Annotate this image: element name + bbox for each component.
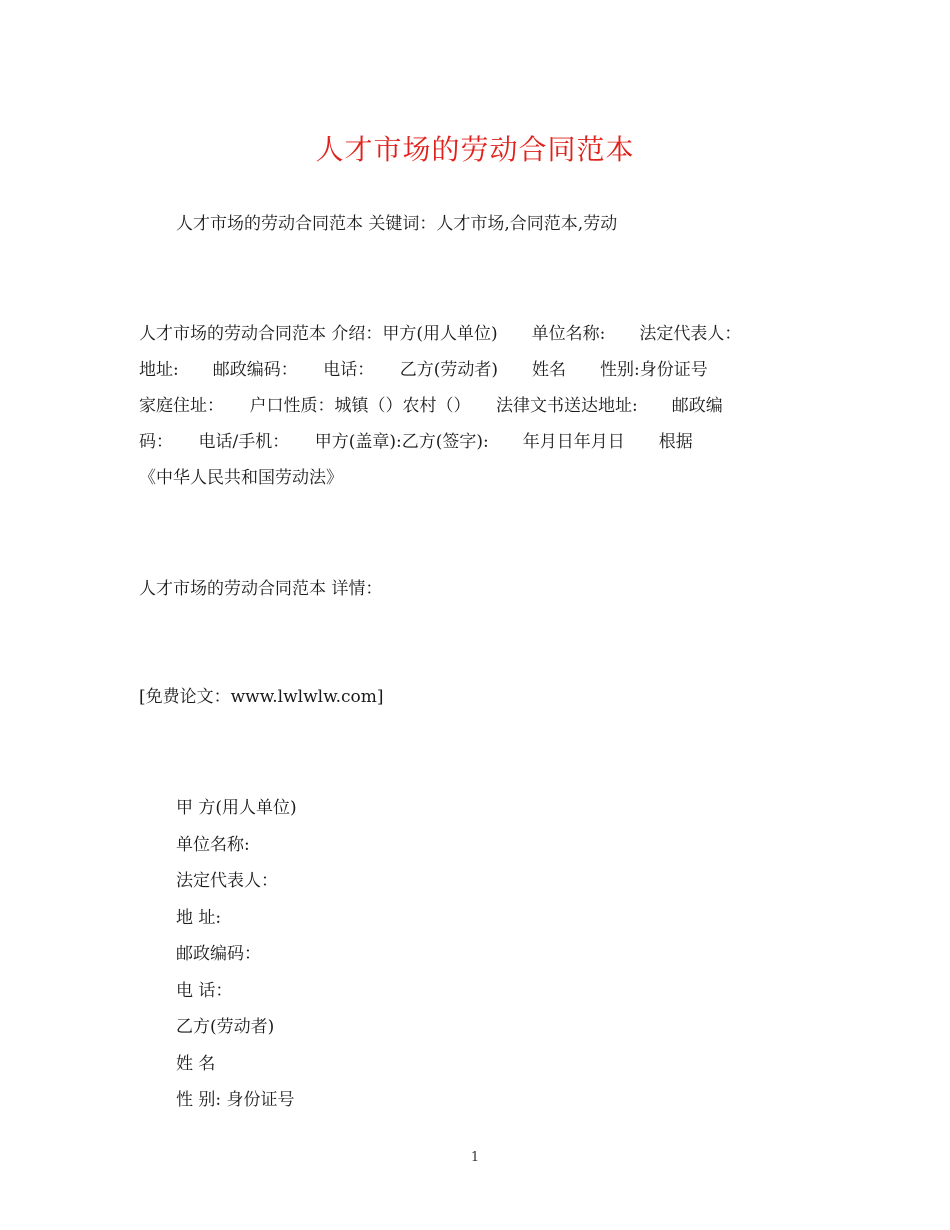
field-party-a: 甲 方(用人单位) <box>176 798 297 818</box>
intro-line: 《中华人民共和国劳动法》 <box>139 468 343 488</box>
field-gender-id: 性 别: 身份证号 <box>176 1090 295 1110</box>
contract-fields <box>176 790 297 1119</box>
field-unit-name: 单位名称: <box>176 834 250 855</box>
field-name: 姓 名 <box>176 1053 216 1074</box>
intro-paragraph <box>139 316 819 496</box>
keywords-line: 人才市场的劳动合同范本 关键词：人才市场,合同范本,劳动 <box>176 214 618 234</box>
intro-line: 地址: 邮政编码： 电话： 乙方(劳动者) 姓名 性别:身份证号 <box>139 360 708 380</box>
document-title: 人才市场的劳动合同范本 <box>315 133 635 166</box>
free-paper-link-text: [免费论文：www.lwlwlw.com] <box>139 687 384 707</box>
details-label: 人才市场的劳动合同范本 详情： <box>139 579 383 599</box>
intro-line: 家庭住址： 户口性质：城镇（）农村（） 法律文书送达地址: 邮政编 <box>139 396 723 416</box>
intro-line: 码： 电话/手机： 甲方(盖章):乙方(签字): 年月日年月日 根据 <box>139 432 693 452</box>
page-number: 1 <box>470 1150 480 1165</box>
field-party-b: 乙方(劳动者) <box>176 1017 275 1037</box>
field-address: 地 址: <box>176 907 222 928</box>
field-postal-code: 邮政编码： <box>176 944 261 964</box>
intro-line: 人才市场的劳动合同范本 介绍：甲方(用人单位) 单位名称: 法定代表人： <box>139 324 742 344</box>
field-phone: 电 话： <box>176 980 233 1001</box>
field-legal-representative: 法定代表人： <box>176 871 278 891</box>
